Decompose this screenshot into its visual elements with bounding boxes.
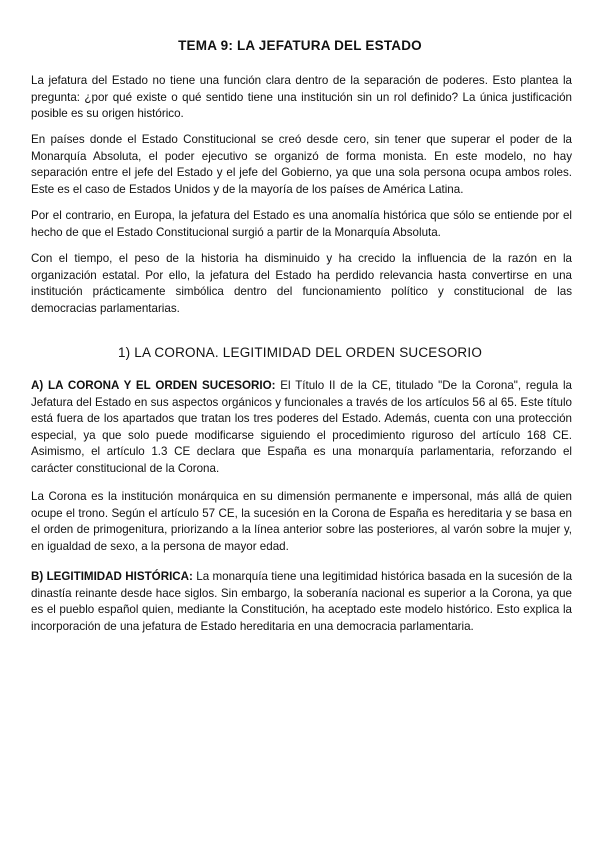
intro-paragraph-2: En países donde el Estado Constitucional se creó desde cero, sin tener que superar el poder de la Monarquía Absoluta, el poder ejecutivo se organizó de forma monista. En este modelo, no hay separación entre el jefe del Estado y el jefe del Gobierno, ya que una sola persona ocupa ambos roles. Este es el caso de Estados Unidos y de la mayoría de los países de América Latina. [31,133,572,196]
intro-paragraph-4: Con el tiempo, el peso de la historia ha disminuido y ha crecido la influencia de la razón en la organización estatal. Por ello, la jefatura del Estado ha perdido relevancia hasta convertirse en una institución prácticamente simbólica dentro del funcionamiento político y constitucional de las democracias parlamentarias. [31,252,572,315]
section-heading: 1) LA CORONA. LEGITIMIDAD DEL ORDEN SUCESORIO [117,345,483,360]
subsection-b-text: La monarquía tiene una legitimidad histórica basada en la sucesión de la dinastía reinante desde hace siglos. Sin embargo, la soberanía nacional es superior a la Corona, ya que es el pueblo español quien, mediante la Constitución, ha aceptado este modelo histórico. Esto explica la incorporación de una jefatura de Estado hereditaria en una democracia parlamentaria. [31,570,573,633]
subsection-b-paragraph [31,569,572,635]
corona-paragraph: La Corona es la institución monárquica en su dimensión permanente e impersonal, más allá de quien ocupe el trono. Según el artículo 57 CE, la sucesión en la Corona de España es hereditaria y se basa en el orden de primogenitura, priorizando a la línea anterior sobre las posteriores, al varón sobre la mujer y, en igualdad de sexo, a la persona de mayor edad. [31,490,572,553]
subsection-a-paragraph [31,378,572,477]
subsection-b-lead: B) LEGITIMIDAD HISTÓRICA: [31,570,193,583]
document-title: TEMA 9: LA JEFATURA DEL ESTADO [178,38,422,53]
subsection-a-text: El Título II de la CE, titulado "De la Corona", regula la Jefatura del Estado en sus aspectos orgánicos y funcionales a través de los artículos 56 al 65. Este título está fuera de los apartados que tratan los tres poderes del Estado. Además, cuenta con una protección especial, ya que solo puede modificarse siguiendo el procedimiento riguroso del artículo 168 CE. Asimismo, el artículo 1.3 CE declara que España es una monarquía parlamentaria, reforzando el carácter constitucional de la Corona. [31,379,572,475]
subsection-a-lead: A) LA CORONA Y EL ORDEN SUCESORIO: [31,379,276,392]
intro-paragraph-1: La jefatura del Estado no tiene una función clara dentro de la separación de poderes. Esto plantea la pregunta: ¿por qué existe o qué sentido tiene una institución sin un rol definido? La única justificación posible es su origen histórico. [31,74,572,120]
intro-paragraph-3: Por el contrario, en Europa, la jefatura del Estado es una anomalía histórica que sólo se entiende por el hecho de que el Estado Constitucional surgió a partir de la Monarquía Absoluta. [31,209,572,239]
